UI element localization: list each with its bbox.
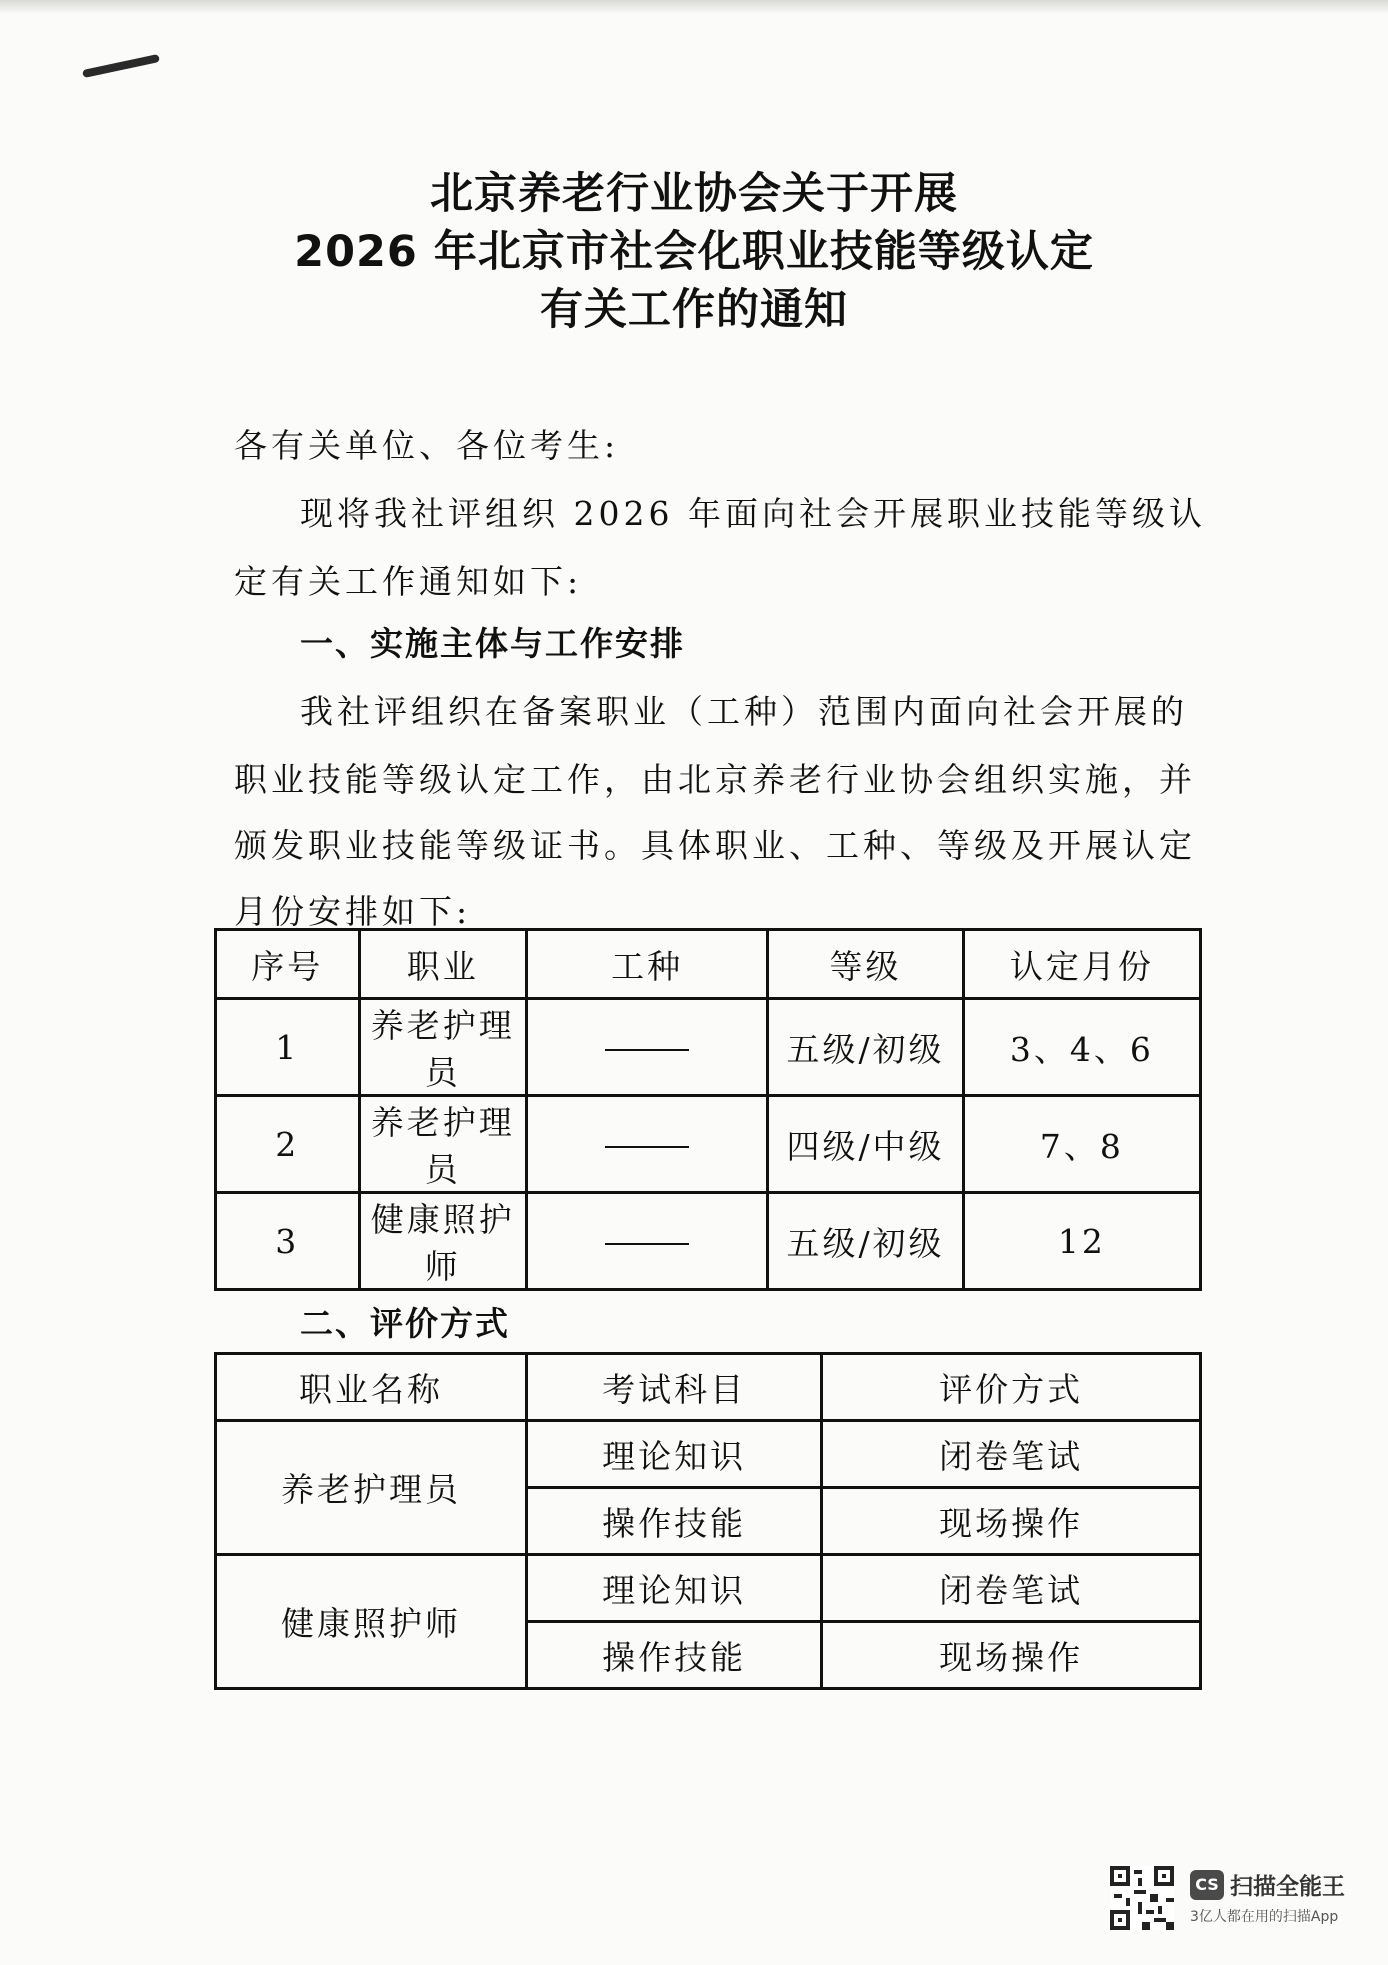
table-header-row — [216, 1354, 1201, 1421]
cell-level: 五级/初级 — [768, 999, 963, 1096]
cell-index: 2 — [216, 1096, 360, 1193]
column-header: 职业 — [359, 930, 526, 999]
column-header: 考试科目 — [527, 1354, 822, 1421]
cell-subject: 理论知识 — [527, 1421, 822, 1488]
column-header: 工种 — [526, 930, 767, 999]
dash-mark — [605, 1049, 689, 1051]
pen-mark — [82, 54, 160, 78]
cell-method: 闭卷笔试 — [822, 1421, 1201, 1488]
cell-occupation: 养老护理员 — [216, 1421, 527, 1555]
cell-occupation: 养老护理员 — [359, 1096, 526, 1193]
table-row — [216, 1421, 1201, 1488]
dash-mark — [605, 1146, 689, 1148]
section-2-heading: 二、评价方式 — [300, 1304, 510, 1343]
section-1-para-line: 月份安排如下: — [234, 892, 472, 931]
cell-months: 12 — [963, 1193, 1200, 1290]
cell-subject: 操作技能 — [527, 1622, 822, 1689]
intro-line-2: 定有关工作通知如下: — [234, 562, 583, 601]
title-line-1: 北京养老行业协会关于开展 — [430, 169, 958, 219]
cell-months: 3、4、6 — [963, 999, 1200, 1096]
column-header: 序号 — [216, 930, 360, 999]
title-line-3: 有关工作的通知 — [540, 285, 848, 335]
column-header: 评价方式 — [822, 1354, 1201, 1421]
cs-logo-icon: CS — [1190, 1870, 1224, 1900]
cell-index: 3 — [216, 1193, 360, 1290]
cell-method: 现场操作 — [822, 1488, 1201, 1555]
watermark-app-name: 扫描全能王 — [1230, 1874, 1345, 1900]
intro-line-1: 现将我社评组织 2026 年面向社会开展职业技能等级认 — [300, 494, 1206, 533]
scan-edge-shadow — [0, 0, 1388, 14]
cell-occupation: 养老护理员 — [359, 999, 526, 1096]
watermark-tagline: 3亿人都在用的扫描App — [1190, 1909, 1339, 1925]
table-row — [216, 1555, 1201, 1622]
section-1-para-line: 职业技能等级认定工作，由北京养老行业协会组织实施，并 — [234, 760, 1196, 799]
cell-level: 五级/初级 — [768, 1193, 963, 1290]
column-header: 等级 — [768, 930, 963, 999]
arrangement-table — [214, 928, 1202, 1291]
cell-subject: 理论知识 — [527, 1555, 822, 1622]
column-header: 认定月份 — [963, 930, 1200, 999]
cell-index: 1 — [216, 999, 360, 1096]
table-header-row — [216, 930, 1201, 999]
cell-job-type — [526, 999, 767, 1096]
table-row — [216, 1193, 1201, 1290]
section-1-para-line: 颁发职业技能等级证书。具体职业、工种、等级及开展认定 — [234, 826, 1196, 865]
cell-job-type — [526, 1193, 767, 1290]
table-row — [216, 999, 1201, 1096]
cell-method: 闭卷笔试 — [822, 1555, 1201, 1622]
cell-occupation: 健康照护师 — [359, 1193, 526, 1290]
cell-method: 现场操作 — [822, 1622, 1201, 1689]
title-line-2: 2026 年北京市社会化职业技能等级认定 — [294, 227, 1094, 277]
column-header: 职业名称 — [216, 1354, 527, 1421]
cell-occupation: 健康照护师 — [216, 1555, 527, 1689]
cell-job-type — [526, 1096, 767, 1193]
cell-level: 四级/中级 — [768, 1096, 963, 1193]
section-1-heading: 一、实施主体与工作安排 — [300, 624, 685, 663]
salutation: 各有关单位、各位考生: — [234, 426, 620, 465]
section-1-para-line: 我社评组织在备案职业（工种）范围内面向社会开展的 — [300, 692, 1188, 731]
table-row — [216, 1096, 1201, 1193]
dash-mark — [605, 1243, 689, 1245]
qr-code-icon — [1110, 1866, 1174, 1930]
cell-subject: 操作技能 — [527, 1488, 822, 1555]
evaluation-table — [214, 1352, 1202, 1690]
cell-months: 7、8 — [963, 1096, 1200, 1193]
